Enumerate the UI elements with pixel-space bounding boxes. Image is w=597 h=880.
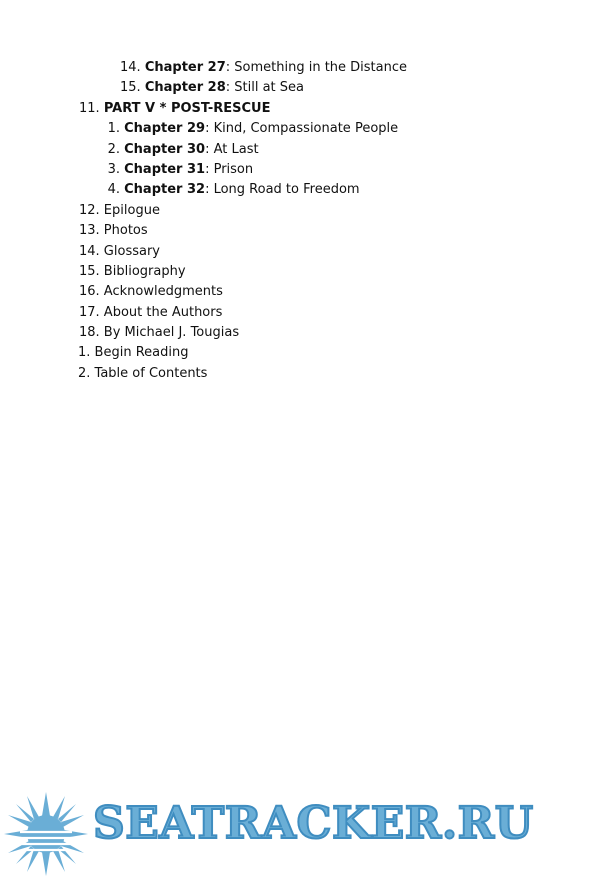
toc-item-label: 2. Table of Contents	[78, 365, 208, 381]
toc-item-epilogue[interactable]	[0, 201, 597, 221]
toc-item-chapter-label: Chapter 29	[124, 121, 206, 137]
toc-item-number: 15.	[120, 80, 141, 96]
toc-item-label: 14. Glossary	[79, 243, 160, 259]
toc-item-chapter-label: Chapter 28	[144, 80, 226, 96]
toc-item-glossary[interactable]	[0, 242, 597, 262]
toc-item-label: 13. Photos	[79, 223, 148, 239]
toc-item-chapter-label: Chapter 30	[124, 141, 206, 157]
toc-item-title: : At Last	[205, 141, 259, 157]
toc-item-chapter-32[interactable]	[0, 180, 597, 200]
toc-item-chapter-label: Chapter 31	[124, 161, 206, 177]
toc-item-chapter-29[interactable]	[0, 119, 597, 139]
toc-item-title: : Still at Sea	[225, 80, 305, 96]
toc-item-chapter-31[interactable]	[0, 160, 597, 180]
toc-item-label: 1. Begin Reading	[78, 345, 189, 361]
toc-item-chapter-28[interactable]	[0, 78, 597, 98]
toc-item-chapter-label: Chapter 32	[124, 182, 206, 198]
toc-item-title: : Something in the Distance	[225, 60, 408, 75]
toc-item-number: 11.	[79, 100, 100, 116]
toc-item-about-authors[interactable]	[0, 303, 597, 323]
toc-item-chapter-label: Chapter 27	[144, 60, 226, 75]
toc-item-label: 16. Acknowledgments	[79, 284, 223, 300]
toc-item-title: : Prison	[205, 161, 254, 177]
toc-item-photos[interactable]	[0, 221, 597, 241]
toc-item-label: 15. Bibliography	[79, 263, 186, 279]
toc-item-number: 1.	[107, 121, 120, 137]
toc-item-chapter-30[interactable]	[0, 140, 597, 160]
toc-item-begin-reading[interactable]	[0, 343, 597, 363]
toc-item-chapter-27[interactable]	[0, 58, 597, 78]
table-of-contents	[0, 58, 597, 384]
toc-item-title: : Kind, Compassionate People	[205, 121, 399, 137]
toc-item-part-v[interactable]	[0, 99, 597, 119]
toc-item-label: 12. Epilogue	[79, 202, 160, 218]
toc-item-acknowledgments[interactable]	[0, 282, 597, 302]
toc-item-label: 18. By Michael J. Tougias	[79, 325, 240, 341]
toc-item-part-label: PART V * POST-RESCUE	[103, 100, 271, 116]
watermark-text: SEATRACKER.RU	[93, 798, 534, 849]
toc-item-bibliography[interactable]	[0, 262, 597, 282]
toc-item-title: : Long Road to Freedom	[205, 182, 360, 198]
toc-item-label: 17. About the Authors	[79, 304, 223, 320]
toc-item-number: 14.	[120, 60, 141, 75]
sun-icon	[0, 788, 92, 880]
toc-item-table-of-contents[interactable]	[0, 364, 597, 384]
toc-item-number: 4.	[107, 182, 120, 198]
toc-item-number: 2.	[107, 141, 120, 157]
toc-item-number: 3.	[107, 161, 120, 177]
toc-item-by-author[interactable]	[0, 323, 597, 343]
